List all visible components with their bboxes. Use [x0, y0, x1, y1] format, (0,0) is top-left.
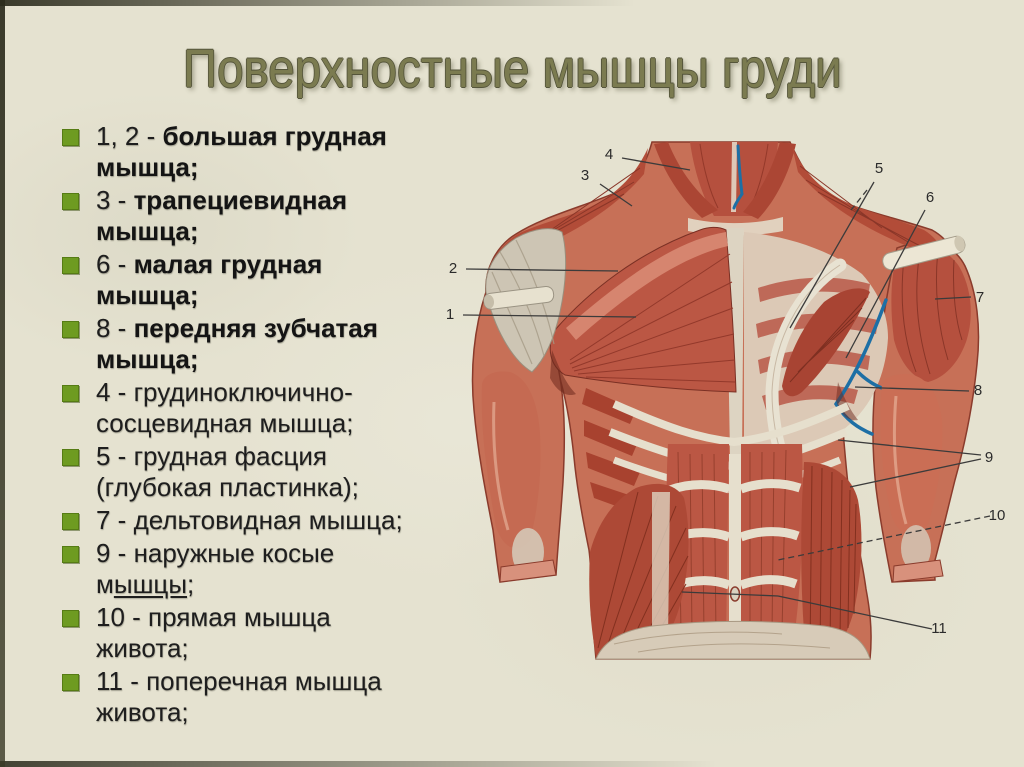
figure-label-1: 1	[445, 306, 455, 323]
list-item	[60, 666, 407, 728]
slide-edge-left	[0, 0, 5, 767]
bullet-square-icon	[62, 449, 79, 466]
list-item-text: 7 - дельтовидная мышца;	[96, 505, 403, 535]
bullet-square-icon	[62, 193, 79, 210]
linea-alba	[729, 454, 741, 644]
list-item-text: 4 - грудиноключично-сосцевидная мышца;	[96, 377, 354, 438]
list-item	[60, 185, 407, 247]
list-item-text: 1, 2 - большая грудная мышца;	[96, 121, 387, 182]
bullet-square-icon	[62, 513, 79, 530]
bullet-square-icon	[62, 129, 79, 146]
list-item-text: 11 - поперечная мышца живота;	[96, 666, 382, 727]
figure-label-11: 11	[931, 620, 947, 637]
figure-label-2: 2	[448, 260, 458, 277]
figure-label-5: 5	[874, 160, 884, 177]
bullet-square-icon	[62, 257, 79, 274]
figure-label-4: 4	[604, 146, 614, 163]
list-item-text: 6 - малая грудная мышца;	[96, 249, 323, 310]
figure-label-9: 9	[984, 449, 994, 466]
list-item-text: 10 - прямая мышца живота;	[96, 602, 331, 663]
list-item	[60, 313, 407, 375]
list-item-text: 8 - передняя зубчатая мышца;	[96, 313, 378, 374]
bullet-square-icon	[62, 610, 79, 627]
bullet-square-icon	[62, 674, 79, 691]
bullet-square-icon	[62, 385, 79, 402]
list-item	[60, 249, 407, 311]
figure-label-8: 8	[973, 382, 983, 399]
list-item	[60, 538, 407, 600]
bullet-square-icon	[62, 546, 79, 563]
figure-label-3: 3	[580, 167, 590, 184]
list-item	[60, 377, 407, 439]
bullet-square-icon	[62, 321, 79, 338]
list-item	[60, 441, 407, 503]
figure-label-6: 6	[925, 189, 935, 206]
list-item	[60, 121, 407, 183]
list-item-text: 3 - трапециевидная мышца;	[96, 185, 348, 246]
anatomy-illustration	[438, 132, 1018, 667]
slide-title: Поверхностные мышцы груди	[182, 39, 842, 99]
biceps-left	[482, 372, 541, 549]
figure-label-7: 7	[975, 289, 985, 306]
title-area	[0, 38, 1024, 100]
figure-label-10: 10	[988, 507, 1006, 524]
list-item	[60, 602, 407, 664]
list-item	[60, 505, 407, 536]
bullet-list	[60, 121, 407, 730]
list-item-text: 9 - наружные косые мышцы;	[96, 538, 335, 599]
slide-edge-bottom	[0, 761, 1024, 767]
list-item-text: 5 - грудная фасция (глубокая пластинка);	[96, 441, 359, 502]
slide-edge-top	[0, 0, 1024, 6]
